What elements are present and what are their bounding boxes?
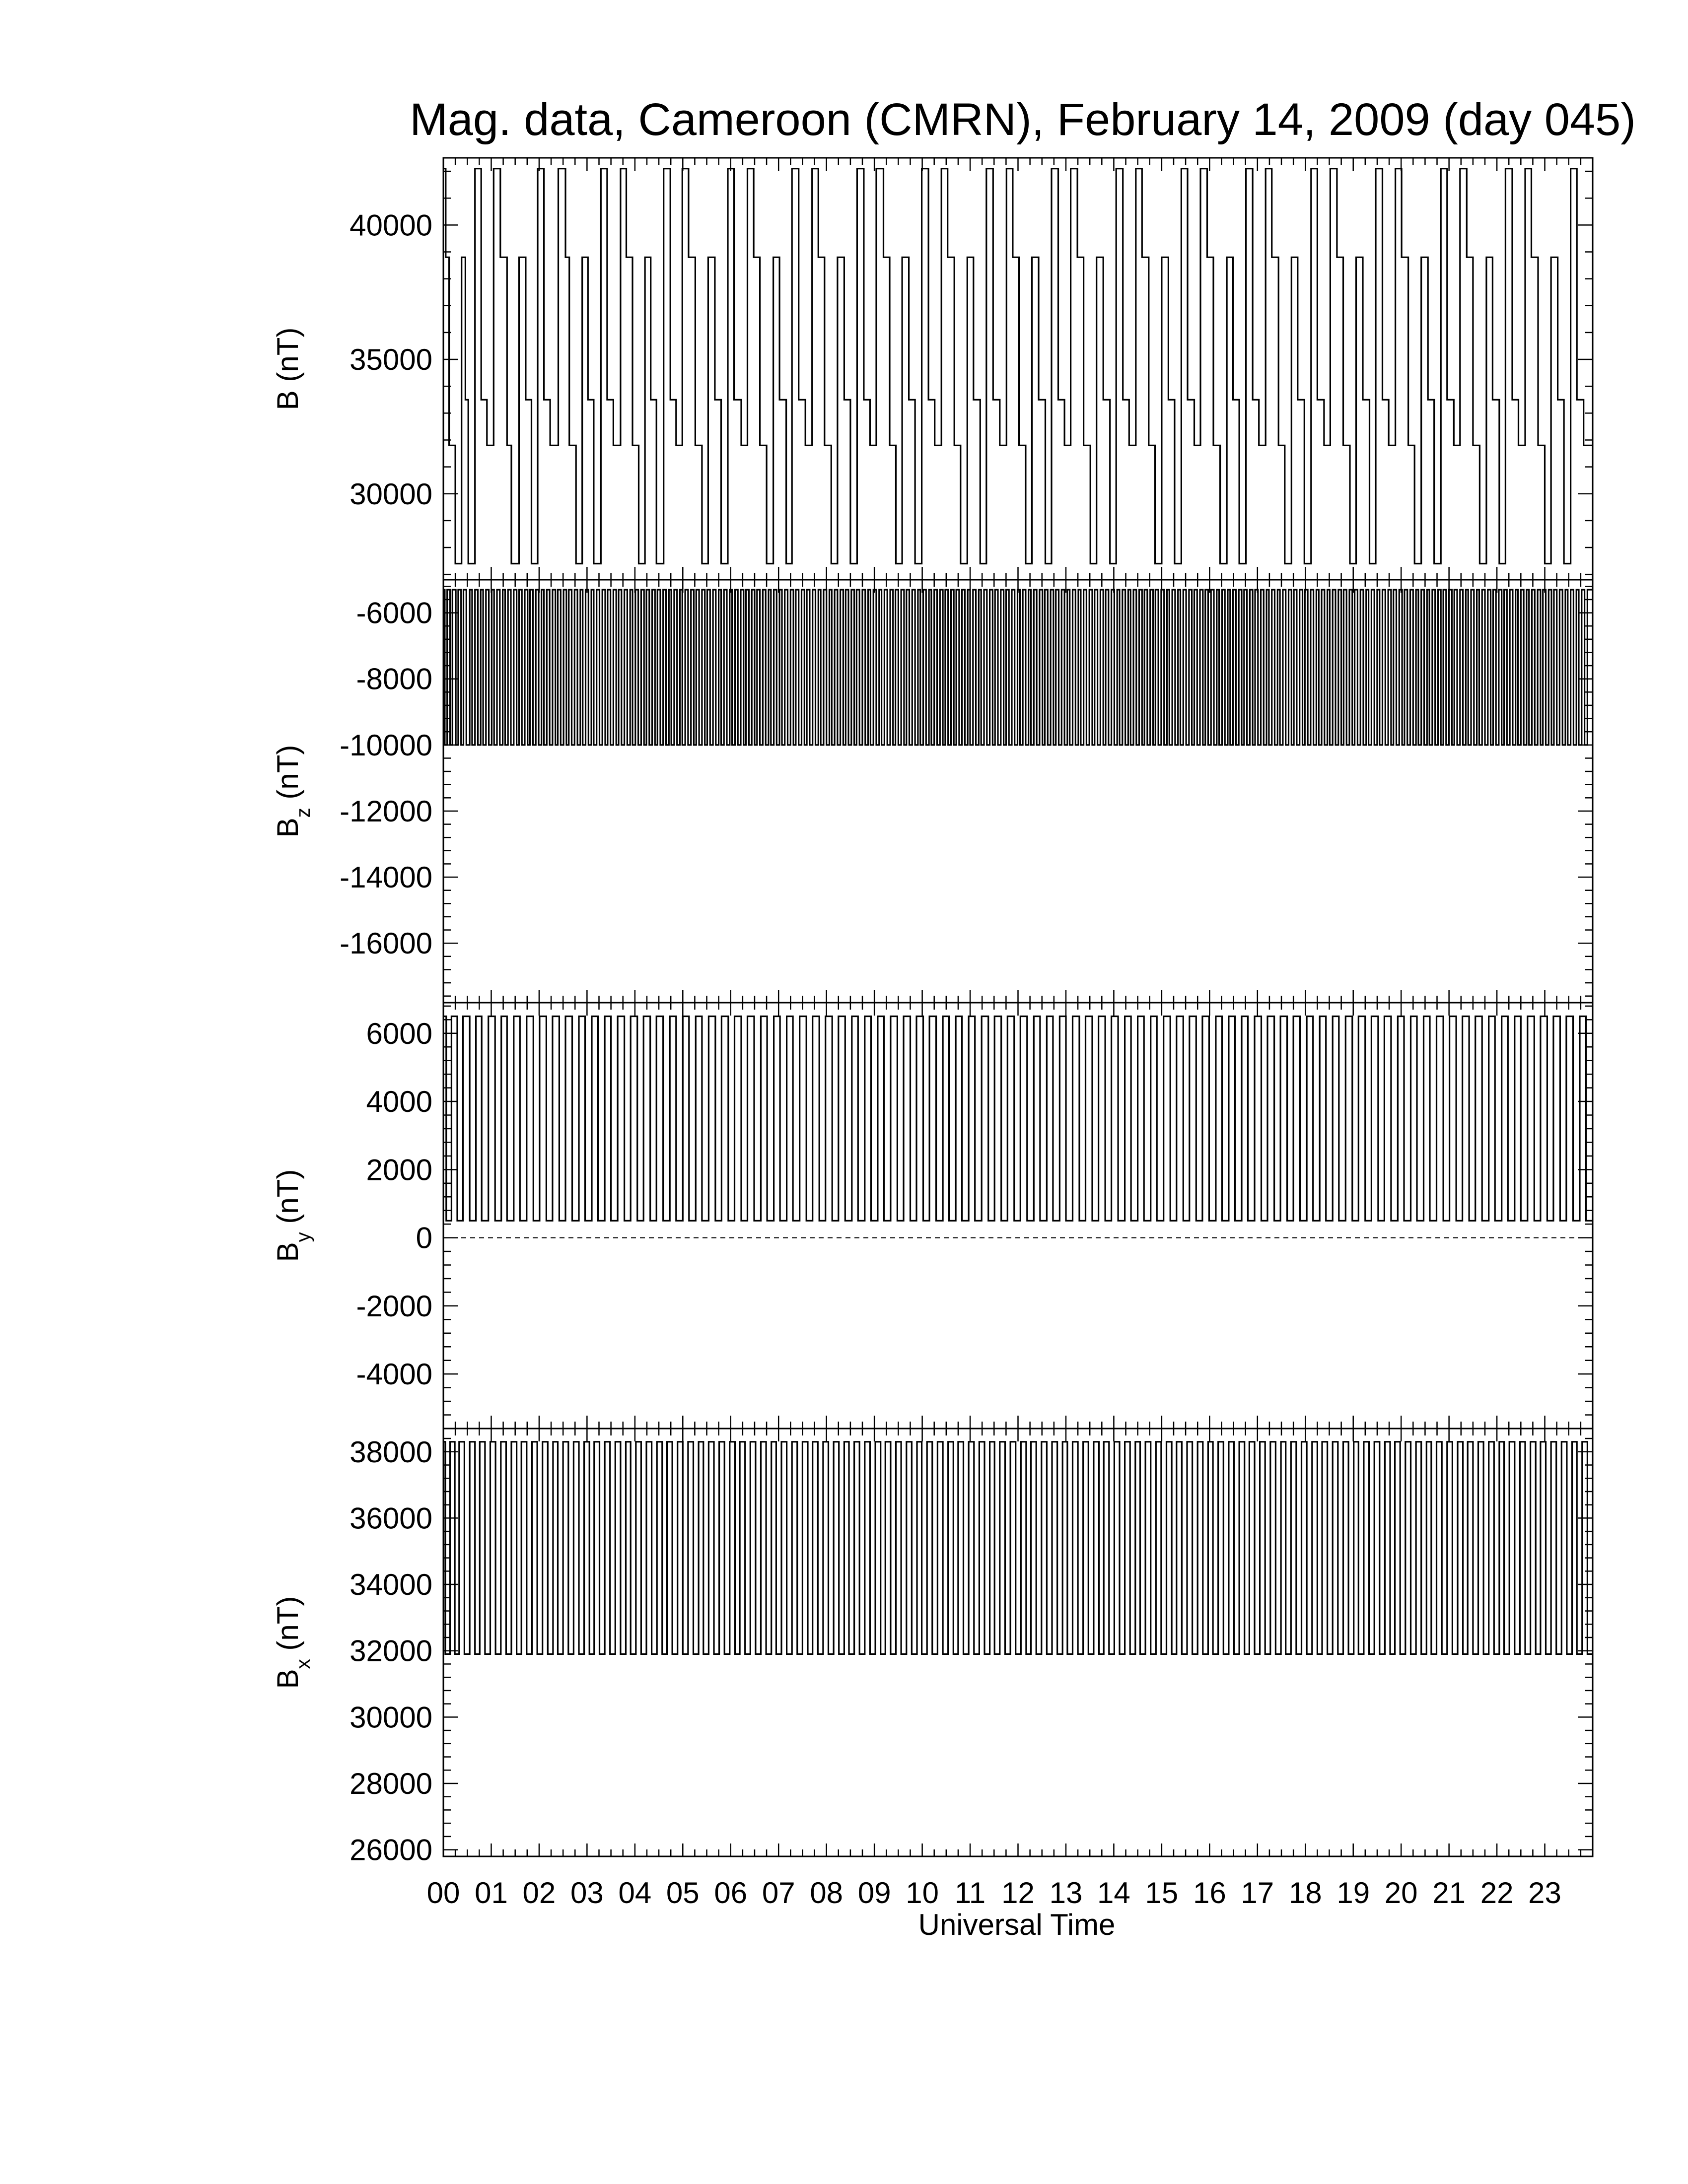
panel-B xyxy=(271,158,1593,580)
x-tick-label: 19 xyxy=(1336,1876,1370,1910)
series-line-B xyxy=(443,169,1593,564)
x-tick-label: 03 xyxy=(570,1876,604,1910)
x-tick-label: 10 xyxy=(906,1876,939,1910)
x-tick-label: 08 xyxy=(810,1876,844,1910)
x-tick-label: 06 xyxy=(714,1876,748,1910)
y-axis-label-main-B: B xyxy=(271,390,304,410)
x-tick-label: 04 xyxy=(618,1876,652,1910)
x-tick-label: 11 xyxy=(954,1876,986,1910)
y-tick-label-Bz: -10000 xyxy=(340,728,432,762)
y-tick-label-Bz: -6000 xyxy=(356,596,432,630)
y-axis-label-sub-Bz: z xyxy=(292,808,314,818)
y-tick-label-By: -4000 xyxy=(356,1358,432,1391)
x-tick-label: 15 xyxy=(1145,1876,1179,1910)
y-axis-label-unit-B: (nT) xyxy=(271,327,304,391)
y-tick-label-Bx: 30000 xyxy=(350,1701,432,1734)
y-tick-label-Bx: 26000 xyxy=(350,1833,432,1867)
x-tick-label: 00 xyxy=(426,1876,460,1910)
y-axis-label-Bz xyxy=(271,745,314,838)
y-axis-label-sub-Bx: x xyxy=(292,1659,314,1669)
y-axis-label-unit-Bx: (nT) xyxy=(271,1596,304,1659)
y-tick-label-Bz: -8000 xyxy=(356,662,432,696)
x-tick-label: 14 xyxy=(1097,1876,1130,1910)
y-axis-label-unit-By: (nT) xyxy=(271,1169,304,1232)
panel-By xyxy=(271,1003,1593,1429)
y-tick-label-B: 35000 xyxy=(350,343,432,377)
x-tick-label: 02 xyxy=(522,1876,556,1910)
y-axis-label-By xyxy=(271,1169,314,1262)
y-tick-label-Bx: 32000 xyxy=(350,1634,432,1668)
y-tick-label-Bz: -14000 xyxy=(340,861,432,894)
x-tick-label: 20 xyxy=(1384,1876,1418,1910)
y-tick-label-Bx: 34000 xyxy=(350,1568,432,1602)
x-tick-label: 01 xyxy=(475,1876,508,1910)
x-tick-label: 18 xyxy=(1288,1876,1322,1910)
series-line-By xyxy=(443,1017,1593,1221)
y-axis-label-Bx xyxy=(271,1596,314,1689)
y-axis-label-sub-By: y xyxy=(292,1232,314,1242)
y-tick-label-By: 4000 xyxy=(366,1085,432,1119)
y-tick-label-Bx: 38000 xyxy=(350,1435,432,1469)
y-tick-label-B: 40000 xyxy=(350,208,432,242)
y-tick-label-By: 6000 xyxy=(366,1017,432,1050)
x-tick-label: 16 xyxy=(1193,1876,1226,1910)
x-tick-label: 12 xyxy=(1001,1876,1035,1910)
x-tick-label: 07 xyxy=(762,1876,795,1910)
panel-frame-B xyxy=(443,158,1593,580)
y-tick-label-Bz: -12000 xyxy=(340,794,432,828)
series-line-Bx xyxy=(443,1442,1593,1654)
x-tick-label: 21 xyxy=(1432,1876,1466,1910)
panel-frame-By xyxy=(443,1003,1593,1429)
x-tick-label: 17 xyxy=(1241,1876,1274,1910)
y-tick-label-Bx: 28000 xyxy=(350,1767,432,1800)
panels-group xyxy=(271,158,1593,1867)
y-axis-label-main-Bx: B xyxy=(271,1669,304,1689)
y-tick-label-B: 30000 xyxy=(350,477,432,511)
x-tick-label: 05 xyxy=(666,1876,700,1910)
y-axis-label-B xyxy=(271,328,304,410)
y-tick-label-By: 0 xyxy=(416,1221,432,1255)
x-axis-label: Universal Time xyxy=(918,1908,1116,1941)
x-axis xyxy=(427,1876,1561,1910)
y-tick-label-Bx: 36000 xyxy=(350,1502,432,1535)
chart-title: Mag. data, Cameroon (CMRN), February 14, 2009 (day 045) xyxy=(410,94,1636,145)
x-tick-label: 09 xyxy=(857,1876,891,1910)
x-tick-label: 22 xyxy=(1480,1876,1514,1910)
y-axis-label-main-By: B xyxy=(271,1242,304,1262)
panel-Bx xyxy=(271,1429,1593,1867)
y-axis-label-unit-Bz: (nT) xyxy=(271,745,304,808)
y-axis-label-main-Bz: B xyxy=(271,818,304,838)
panel-Bz xyxy=(271,580,1593,1003)
series-line-Bz xyxy=(443,590,1593,745)
x-tick-label: 13 xyxy=(1049,1876,1083,1910)
y-tick-label-By: 2000 xyxy=(366,1153,432,1187)
y-tick-label-By: -2000 xyxy=(356,1289,432,1323)
y-tick-label-Bz: -16000 xyxy=(340,927,432,960)
x-tick-label: 23 xyxy=(1528,1876,1561,1910)
